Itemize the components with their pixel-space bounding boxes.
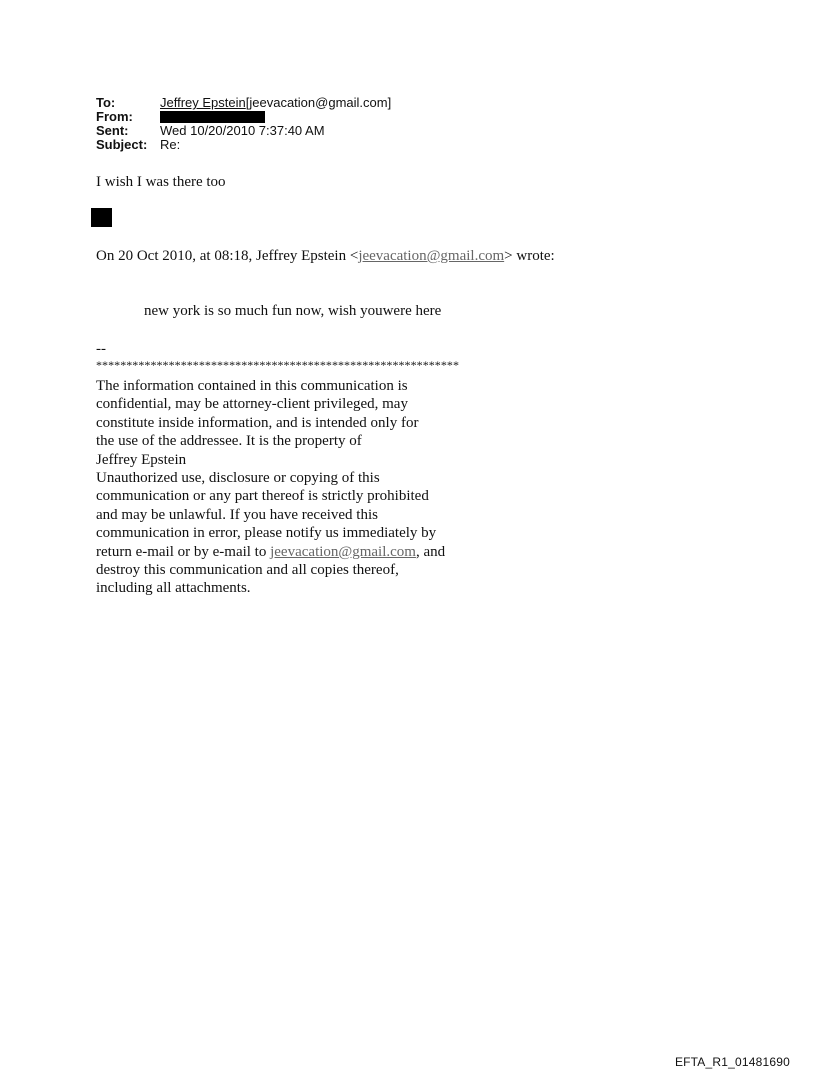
signature-dashes: -- — [96, 341, 106, 357]
sent-row — [96, 124, 391, 138]
to-value — [160, 96, 391, 110]
disclaimer-line: including all attachments. — [96, 580, 251, 597]
to-row — [96, 96, 391, 110]
subject-value: Re: — [160, 137, 181, 152]
disclaimer-line: Jeffrey Epstein — [96, 451, 187, 468]
quoted-message: new york is so much fun now, wish youwere here — [144, 303, 442, 319]
to-address: [jeevacation@gmail.com] — [245, 95, 392, 110]
from-label: From: — [96, 109, 133, 124]
from-redaction — [160, 111, 265, 123]
quote-intro — [96, 247, 555, 265]
disclaimer-line: communication or any part thereof is strictly prohibited — [96, 488, 429, 505]
to-label: To: — [96, 95, 116, 110]
subject-label: Subject: — [96, 137, 148, 152]
from-row — [96, 110, 391, 124]
signature-redaction — [91, 208, 112, 227]
to-name: Jeffrey Epstein — [160, 95, 246, 110]
sent-value: Wed 10/20/2010 7:37:40 AM — [160, 123, 325, 138]
disclaimer-line: communication in error, please notify us immediately by — [96, 525, 437, 542]
return-line-before: return e-mail or by e-mail to — [96, 543, 271, 560]
quote-intro-after: > wrote: — [504, 248, 555, 264]
disclaimer-email-link[interactable]: jeevacation@gmail.com — [270, 543, 416, 560]
sent-label: Sent: — [96, 123, 129, 138]
disclaimer-line: Unauthorized use, disclosure or copying of this — [96, 470, 380, 487]
quote-email-link[interactable]: jeevacation@gmail.com — [358, 248, 505, 264]
disclaimer-line: confidential, may be attorney-client privileged, may — [96, 396, 408, 413]
return-line-after: , and — [415, 543, 446, 560]
disclaimer-line: and may be unlawful. If you have received this — [96, 506, 378, 523]
disclaimer-line: constitute inside information, and is intended only for — [96, 414, 419, 431]
email-header — [96, 96, 391, 152]
disclaimer-return-line — [96, 543, 445, 561]
signature-stars: ************************************************************ — [96, 358, 459, 372]
quote-intro-before: On 20 Oct 2010, at 08:18, Jeffrey Epstein < — [96, 248, 359, 264]
disclaimer-line: The information contained in this communication is — [96, 378, 408, 394]
reply-text: I wish I was there too — [96, 174, 226, 190]
subject-row — [96, 138, 391, 152]
disclaimer-line: destroy this communication and all copies thereof, — [96, 562, 399, 579]
disclaimer-line: the use of the addressee. It is the property of — [96, 433, 362, 450]
confidentiality-disclaimer — [96, 377, 445, 598]
document-id: EFTA_R1_01481690 — [674, 1055, 790, 1069]
